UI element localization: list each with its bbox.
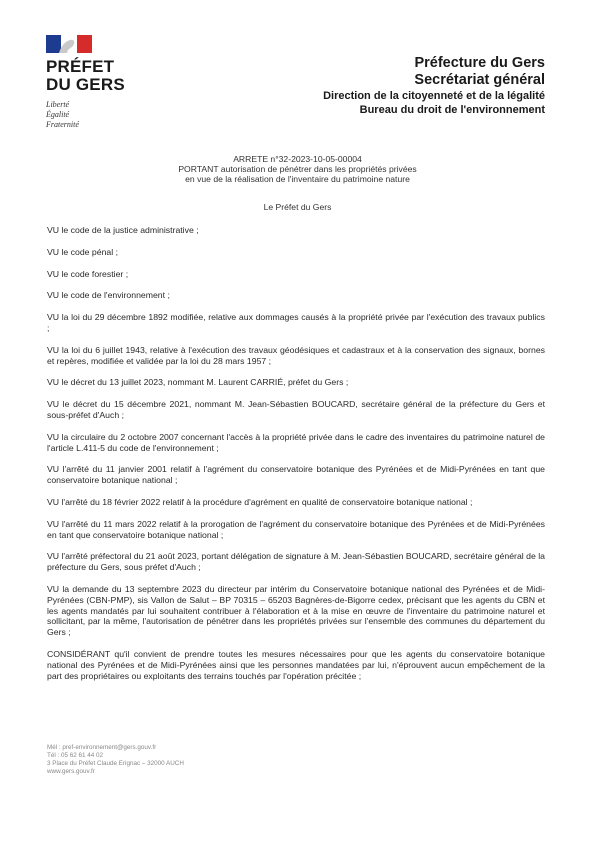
motto-fraternite: Fraternité bbox=[46, 120, 79, 129]
logo-title bbox=[46, 58, 136, 94]
logo-title-line1: PRÉFET bbox=[46, 57, 115, 76]
visa-paragraph: VU l'arrêté préfectoral du 21 août 2023, portant délégation de signature à M. Jean-Sébastien BOUCARD, secrétaire général de la préfecture du Gers, sous préfet d'Auch ; bbox=[47, 551, 545, 573]
prefet-logo bbox=[46, 35, 136, 130]
considerant-paragraph: CONSIDÉRANT qu'il convient de prendre toutes les mesures nécessaires pour que les agents du conservatoire botanique national des Pyrénées et de Midi-Pyrénées ainsi que les personnes mandatées par lui, n'éprouvent aucun empêchement de la part des propriétaires ou exploitants des terrains touchés par l'opération précitée ; bbox=[47, 648, 545, 681]
footer-address: 3 Place du Préfet Claude Erignac – 32000 AUCH bbox=[47, 760, 184, 767]
visa-paragraph: VU l'arrêté du 11 janvier 2001 relatif à l'agrément du conservatoire botanique des Pyrénées et de Midi-Pyrénées en tant que conservatoire botanique national ; bbox=[47, 464, 545, 486]
footer-website[interactable]: www.gers.gouv.fr bbox=[47, 768, 95, 775]
visa-paragraph: VU le décret du 15 décembre 2021, nommant M. Jean-Sébastien BOUCARD, secrétaire général de la préfecture du Gers et sous-préfet d'Auch ; bbox=[47, 399, 545, 420]
decree-signer: Le Préfet du Gers bbox=[263, 202, 332, 212]
decree-subject-line2: en vue de la réalisation de l'inventaire du patrimoine nature bbox=[185, 174, 410, 184]
footer-email[interactable]: Mél : pref-environnement@gers.gouv.fr bbox=[47, 744, 157, 751]
visa-paragraph: VU le code forestier ; bbox=[47, 268, 129, 279]
visa-paragraph: VU le code de l'environnement ; bbox=[47, 290, 170, 301]
republic-motto bbox=[46, 100, 136, 130]
visa-paragraph: VU le code pénal ; bbox=[47, 246, 118, 257]
header-prefecture: Préfecture du Gers bbox=[414, 55, 545, 71]
decree-title bbox=[0, 154, 595, 184]
contact-footer bbox=[47, 744, 184, 776]
visa-paragraph: VU la demande du 13 septembre 2023 du directeur par intérim du Conservatoire botanique national des Pyrénées et de Midi-Pyrénées (CBN-PMP), sis Vallon de Salut – BP 70315 – 65203 Bagnères-de-Bigorre cedex, précisant que les agents du CBN et les agents mandatés par lui souhaitent contribuer à l'élaboration et à la mise en œuvre de l'inventaire du patrimoine naturel et sollicitant, par la même, l'autorisation de pénétrer dans les propriétés privées sur l'ensemble des communes du département du Gers ; bbox=[47, 583, 545, 638]
header-direction: Direction de la citoyenneté et de la légalité bbox=[323, 90, 545, 102]
visa-paragraph: VU le code de la justice administrative ; bbox=[47, 225, 199, 235]
visa-paragraph: VU l'arrêté du 11 mars 2022 relatif à la prorogation de l'agrément du conservatoire botanique des Pyrénées et de Midi-Pyrénées en tant que conservatoire botanique national ; bbox=[47, 518, 545, 540]
visa-paragraph: VU l'arrêté du 18 février 2022 relatif à la procédure d'agrément en qualité de conservatoire botanique national ; bbox=[47, 496, 473, 507]
decree-body bbox=[47, 225, 545, 692]
footer-phone: Tél : 05 62 61 44 02 bbox=[47, 752, 104, 759]
motto-egalite: Égalité bbox=[46, 110, 70, 119]
header-secretariat: Secrétariat général bbox=[414, 72, 545, 88]
visa-paragraph: VU la circulaire du 2 octobre 2007 concernant l'accès à la propriété privée dans le cadre des inventaires du patrimoine naturel de l'article L.411-5 du code de l'environnement ; bbox=[47, 431, 545, 453]
visa-paragraph: VU la loi du 6 juillet 1943, relative à l'exécution des travaux géodésiques et cadastraux et à la conservation des signaux, bornes et repères, modifiée et validée par la loi du 28 mars 1957 ; bbox=[47, 344, 545, 366]
motto-liberte: Liberté bbox=[46, 100, 70, 109]
visa-paragraph: VU le décret du 13 juillet 2023, nommant M. Laurent CARRIÉ, préfet du Gers ; bbox=[47, 377, 349, 388]
logo-title-line2: DU GERS bbox=[46, 75, 125, 94]
decree-subject-line1: PORTANT autorisation de pénétrer dans les propriétés privées bbox=[178, 164, 417, 174]
decree-number: ARRETE n°32-2023-10-05-00004 bbox=[233, 154, 362, 164]
visa-paragraph: VU la loi du 29 décembre 1892 modifiée, relative aux dommages causés à la propriété privée par l'exécution des travaux publics ; bbox=[47, 312, 545, 333]
marianne-flag-icon bbox=[46, 35, 92, 53]
header-bureau: Bureau du droit de l'environnement bbox=[359, 104, 545, 116]
issuer-header bbox=[323, 55, 545, 117]
